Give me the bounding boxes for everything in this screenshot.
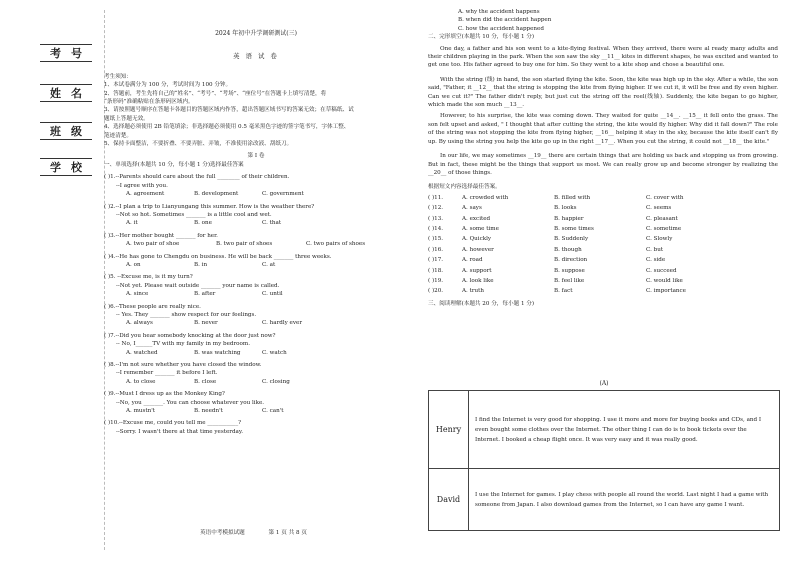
option-c: C. Slowly [646, 236, 673, 243]
question-stem: ( )3.--Her mother bought _______ for her. [104, 232, 218, 239]
option-b: B. one [194, 220, 212, 227]
question-options [104, 240, 408, 248]
cloze-number: ( )16. [428, 246, 444, 253]
question-response: -- Yes. They _______ show respect for our feelings. [116, 311, 257, 318]
binding-label-name: 姓名 [40, 84, 92, 102]
option-b: B. when did the accident happen [458, 17, 552, 24]
option-c: C. hardly ever [262, 320, 303, 327]
question-options [104, 349, 408, 357]
option-c: C. closing [262, 378, 290, 385]
question-stem: ( )2.--I plan a trip to Lianyungang this summer. How is the weather there? [104, 203, 315, 210]
cloze-option-row [428, 204, 778, 212]
option-a: A. look like [462, 277, 494, 284]
option-b: B. in [194, 261, 208, 268]
section-one-heading: 一、单项选择(本题共 10 分，每小题 1 分)选择最佳答案 [104, 161, 244, 168]
reading-speaker-text: I use the Internet for games. I play chess with people all round the world. Last night I had a game with someone from Japan. I also download games from the Internet, so I can have any game I want. [469, 469, 780, 531]
section-two-heading: 二、完形填空(本题共 10 分，每小题 1 分) [428, 34, 535, 41]
cloze-option-row [428, 194, 778, 202]
cloze-number: ( )15. [428, 236, 444, 243]
instruction-item: 笔迹清楚。 [104, 132, 132, 139]
option-b: B. close [194, 378, 217, 385]
cloze-option-row [428, 235, 778, 243]
cloze-number: ( )18. [428, 267, 444, 274]
option-b: B. needn't [194, 408, 223, 415]
exam-title: 2024 年初中升学调研测试(三) [215, 30, 297, 37]
option-a: A. to close [126, 378, 156, 385]
reading-speaker-name: David [429, 469, 469, 531]
question-response: --Sorry. I wasn't there at that time yesterday. [116, 428, 244, 435]
option-a: A. watched [126, 349, 158, 356]
option-b: B. never [194, 320, 218, 327]
question-stem: ( )7.--Did you hear somebody knocking at the door just now? [104, 332, 276, 339]
option-b: B. filled with [554, 194, 591, 201]
question-options [104, 290, 408, 298]
option-a: A. why the accident happens [458, 9, 540, 15]
option-b: B. direction [554, 257, 588, 264]
option-a: A. agreement [126, 191, 165, 198]
option-b: B. some times [554, 225, 594, 232]
instruction-item: 1、本试卷满分为 100 分，考试时间为 100 分钟。 [104, 82, 232, 89]
binding-label-class: 班级 [40, 122, 92, 140]
instructions-heading: 考生须知： [104, 73, 132, 80]
instruction-item: 4、选择题必须使用 2B 铅笔填涂；非选择题必须使用 0.5 毫米黑色字迹的签字笔书写，字体工整、 [104, 124, 350, 131]
option-b: B. after [194, 291, 216, 298]
option-a: A. since [126, 291, 149, 298]
footer-label: 英语中考模拟试题 [200, 530, 245, 536]
footer-page-number: 第 1 页 共 8 页 [268, 530, 307, 536]
question-options [104, 319, 408, 327]
reading-speaker-text: I find the Internet is very good for shopping. I use it more and more for buying books and CDs, and I even bought some clothes over the Internet. The other thing I can do is to book tickets over the Internet. I booked a cheap flight once. It was very easy and it was really good. [469, 391, 780, 469]
option-c: C. that [262, 220, 282, 227]
option-b: B. happier [554, 215, 584, 222]
left-column [104, 30, 408, 436]
option-c: C. side [646, 257, 666, 264]
option-c: C. watch [262, 349, 287, 356]
right-column [428, 8, 778, 308]
option-c: C. at [262, 261, 276, 268]
cloze-paragraph: However, to his surprise, the kite was coming down. They waited for quite __14__. __15__ it fell onto the grass. The son felt upset and asked, " I thought that after cutting the string, the kite would fly higher. Why did it fall down?" The role of the string was not stopping the kite from flying higher, __16__ helping it stay in the sky, because the kite itself can't fly up. By using the string you help the kite go up in the right __17__. When you cut the string, it could not __18__ the kite." [428, 113, 778, 145]
option-a: A. says [462, 205, 482, 212]
cloze-number: ( )14. [428, 225, 444, 232]
question-options [104, 407, 408, 415]
option-b: B. though [554, 246, 582, 253]
question-response: --I agree with you. [116, 182, 168, 189]
subject-title: 英 语 试 卷 [233, 52, 279, 61]
question-stem: ( )1.--Parents should care about the full ________ of their children. [104, 174, 290, 181]
question-response: --Not so hot. Sometimes _______ is a little cool and wet. [116, 211, 272, 218]
question-response: --I remember _______ it before I left. [116, 370, 218, 377]
instruction-item: “条形码”准确粘贴在条形码区域内。 [104, 99, 194, 106]
reading-speaker-name: Henry [429, 391, 469, 469]
option-b: B. two pair of shoes [216, 241, 273, 248]
option-a: A. truth [462, 288, 484, 295]
reading-row [429, 391, 780, 469]
question-stem: ( )10.--Excuse me, could you tell me ___________? [104, 420, 242, 427]
option-a: A. crowded with [462, 194, 509, 201]
cloze-option-row [428, 225, 778, 233]
option-c: C. how the accident happened [458, 25, 544, 32]
question-options [104, 190, 408, 198]
option-a: A. two pair of shoe [126, 241, 180, 248]
option-b: B. feel like [554, 277, 585, 284]
option-a: A. some time [462, 225, 499, 232]
question-list [104, 173, 408, 436]
question-response: --Not yet. Please wait outside _______ your name is called. [116, 282, 280, 289]
option-a: A. it [126, 220, 138, 227]
cloze-option-row [428, 246, 778, 254]
cloze-paragraph: With the string (线) in hand, the son started flying the kite. Soon, the kite was high up in the sky. After a while, the son said, "Father, it __12__ that the string is stopping the kite from flying higher. If we cut it, it will be free and fly even higher. Can we cut it?" The father didn't reply, but just cut the string off the reel(线轴). Suddenly, the kite began to go higher, which made the son much __13__. [428, 76, 778, 109]
option-c: C. two pairs of shoes [306, 241, 366, 248]
option-b: B. was watching [194, 349, 241, 356]
cloze-option-row [428, 215, 778, 223]
option-a: A. however [462, 246, 494, 253]
cloze-option-row [428, 267, 778, 275]
option-b: B. looks [554, 205, 577, 212]
instruction-item: 题纸上答题无效。 [104, 115, 149, 122]
option-c: C. cover with [646, 194, 684, 201]
question-options [104, 261, 408, 269]
cloze-number: ( )20. [428, 288, 444, 295]
cloze-option-row [428, 256, 778, 264]
cloze-number: ( )13. [428, 215, 444, 222]
question-response: -- No, I______TV with my family in my bedroom. [116, 341, 250, 348]
option-b: B. fact [554, 288, 573, 295]
cloze-number: ( )12. [428, 205, 444, 212]
option-a: A. on [126, 261, 141, 268]
option-c: C. succeed [646, 267, 677, 274]
q10-options [428, 8, 778, 33]
cloze-number: ( )11. [428, 194, 444, 201]
cloze-paragraph: In our life, we may sometimes __19__ there are certain things that are holding us back and stopping us from growing. But in fact, these might be the things that support us most. We can really grow up and become stronger by realizing the __20__ of those things. [428, 153, 778, 176]
cloze-option-row [428, 287, 778, 295]
question-stem: ( )5. --Excuse me, is it my turn? [104, 274, 193, 281]
option-a: A. mustn't [126, 408, 156, 415]
question-stem: ( )8.--I'm not sure whether you have closed the window. [104, 362, 262, 368]
page-footer [200, 528, 329, 536]
question-response: --No, you _______. You can choose whatever you like. [116, 399, 265, 406]
part-one-title: 第 I 卷 [247, 153, 265, 160]
binding-label-school: 学校 [40, 158, 92, 176]
option-a: A. road [462, 257, 483, 264]
cloze-paragraph: One day, a father and his son went to a kite-flying festival. When they arrived, there were al ready many adults and their children playing in the park. When the son saw the sky __11__ kites in different shapes, he was excited and wanted to get one too. His father agreed to buy one for him. So they went to a kite shop and chose a beautiful one. [428, 45, 778, 69]
option-b: B. development [194, 191, 239, 198]
cloze-option-list [428, 194, 778, 296]
cloze-options-heading: 根据短文内容选择最佳答案。 [428, 184, 501, 191]
question-stem: ( )4.--He has gone to Chengdu on business. He will be back _______ three weeks. [104, 253, 332, 260]
option-c: C. would like [646, 277, 683, 284]
option-a: A. excited [462, 215, 491, 222]
option-c: C. government [262, 191, 304, 198]
option-a: A. always [126, 320, 153, 327]
binding-label-exam-number: 考号 [40, 44, 92, 62]
reading-passage-label: (A) [599, 380, 609, 387]
option-c: C. but [646, 246, 664, 253]
question-stem: ( )6.--These people are really nice. [104, 303, 201, 310]
reading-table [428, 390, 780, 531]
option-c: C. can't [262, 408, 284, 415]
option-c: C. seems [646, 205, 672, 212]
section-three-heading: 三、阅读理解(本题共 20 分，每小题 1 分) [428, 300, 535, 307]
cloze-number: ( )17. [428, 257, 444, 264]
option-c: C. until [262, 291, 283, 298]
instruction-item: 3、请按照题号顺序在答题卡各题目的答题区域内作答，超出答题区域书写的答案无效；在草稿纸、试 [104, 107, 354, 114]
option-b: B. Suddenly [554, 236, 589, 243]
instruction-item: 2、答题前，考生先将自己的“姓名”、“考号”、“考场”、“座位号”在答题卡上填写清楚，将 [104, 90, 327, 97]
cloze-option-row [428, 277, 778, 285]
cloze-number: ( )19. [428, 277, 444, 284]
option-c: C. importance [646, 288, 686, 295]
option-c: C. pleasant [646, 215, 678, 222]
instruction-item: 5、保持卡面整洁，不要折叠、不要弄脏、弄皱，不准使用涂改液、刮纸刀。 [104, 141, 293, 148]
option-b: B. suppose [554, 267, 585, 274]
question-stem: ( )9.--Must I dress up as the Monkey King? [104, 391, 225, 398]
option-a: A. support [462, 267, 492, 274]
question-options [104, 378, 408, 386]
reading-row [429, 469, 780, 531]
option-a: A. Quickly [462, 236, 492, 243]
question-options [104, 219, 408, 227]
option-c: C. sometime [646, 225, 682, 232]
